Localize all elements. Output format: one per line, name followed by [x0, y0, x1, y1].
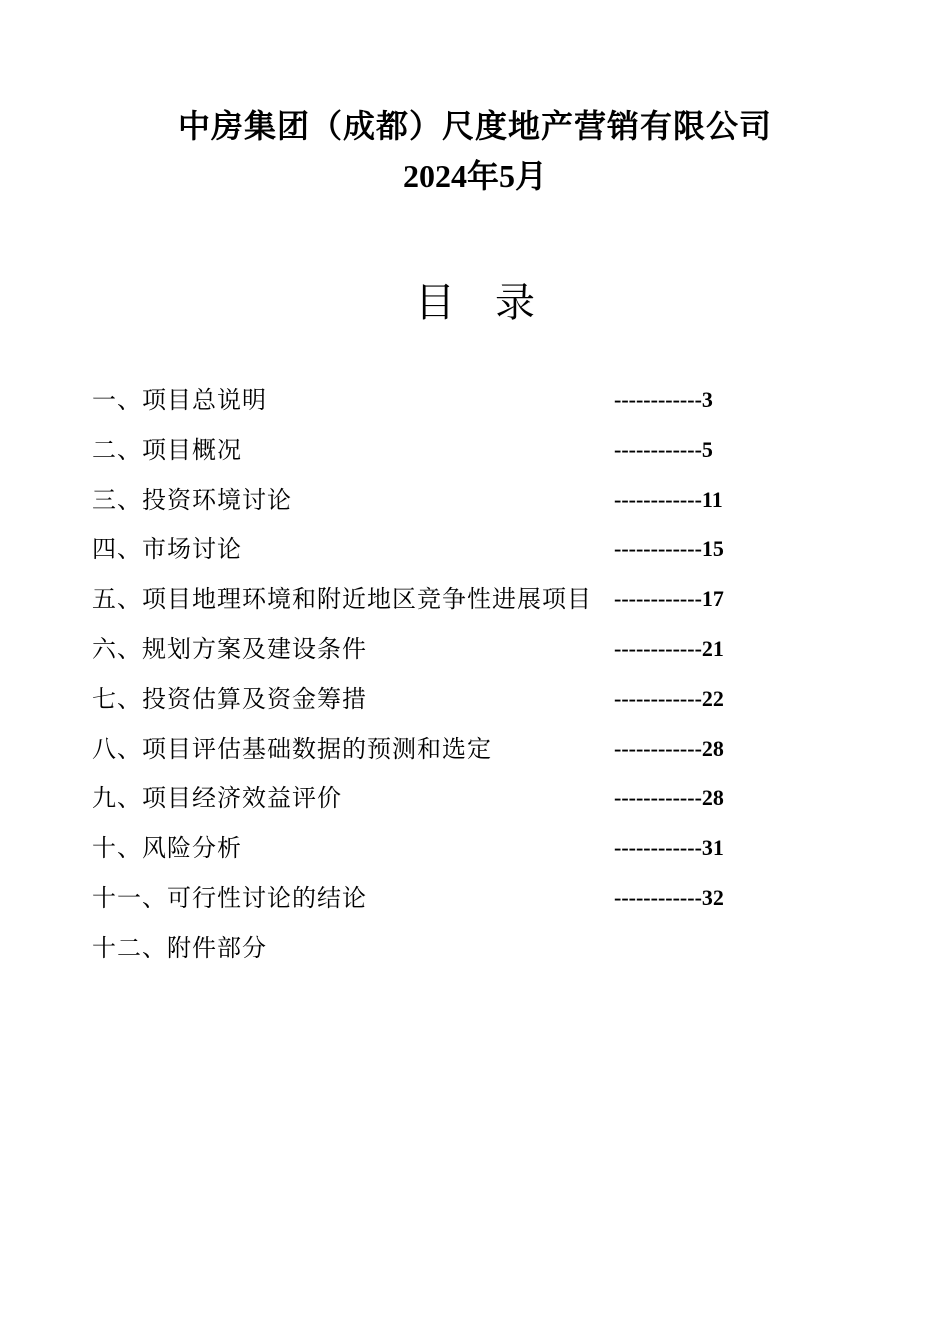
toc-entry-label: 二、项目概况: [92, 435, 242, 464]
toc-entry-label: 九、项目经济效益评价: [92, 784, 342, 813]
toc-entry-page: ------------21: [614, 635, 724, 661]
company-name: 中房集团（成都）尺度地产营销有限公司: [177, 107, 772, 145]
toc-entry-label: 五、项目地理环境和附近地区竞争性进展项目: [92, 585, 592, 614]
toc-entry: [92, 679, 792, 729]
toc-entry-page: ------------15: [614, 536, 724, 562]
toc-entry: [92, 828, 792, 878]
table-of-contents: [92, 380, 792, 978]
toc-title: 目录: [415, 280, 575, 326]
toc-entry-page: ------------32: [614, 884, 724, 910]
toc-entry-label: 六、规划方案及建设条件: [92, 634, 367, 663]
toc-entry: [92, 928, 792, 978]
toc-entry: [92, 380, 792, 430]
toc-entry-page: ------------28: [614, 785, 724, 811]
toc-entry-label: 四、市场讨论: [92, 535, 242, 564]
toc-entry-label: 十二、附件部分: [92, 933, 267, 962]
toc-entry: [92, 629, 792, 679]
toc-entry-page: ------------28: [614, 735, 724, 761]
toc-entry: [92, 529, 792, 579]
document-date: 2024年5月: [402, 158, 547, 194]
toc-entry: [92, 778, 792, 828]
toc-entry: [92, 729, 792, 779]
toc-entry-page: ------------17: [614, 586, 724, 612]
toc-entry: [92, 878, 792, 928]
toc-entry-page: ------------31: [614, 835, 724, 861]
toc-entry-label: 十一、可行性讨论的结论: [92, 883, 367, 912]
toc-entry-page: ------------5: [614, 436, 713, 462]
toc-entry: [92, 480, 792, 530]
toc-entry-label: 七、投资估算及资金筹措: [92, 684, 367, 713]
toc-entry: [92, 430, 792, 480]
toc-entry-label: 一、项目总说明: [92, 386, 267, 414]
toc-entry-label: 十、风险分析: [92, 834, 242, 863]
toc-entry-label: 八、项目评估基础数据的预测和选定: [92, 734, 492, 763]
toc-entry-page: ------------3: [614, 387, 713, 412]
toc-entry-label: 三、投资环境讨论: [92, 485, 292, 514]
toc-entry-page: ------------11: [614, 486, 723, 512]
toc-entry: [92, 579, 792, 629]
toc-entry-page: ------------22: [614, 685, 724, 711]
